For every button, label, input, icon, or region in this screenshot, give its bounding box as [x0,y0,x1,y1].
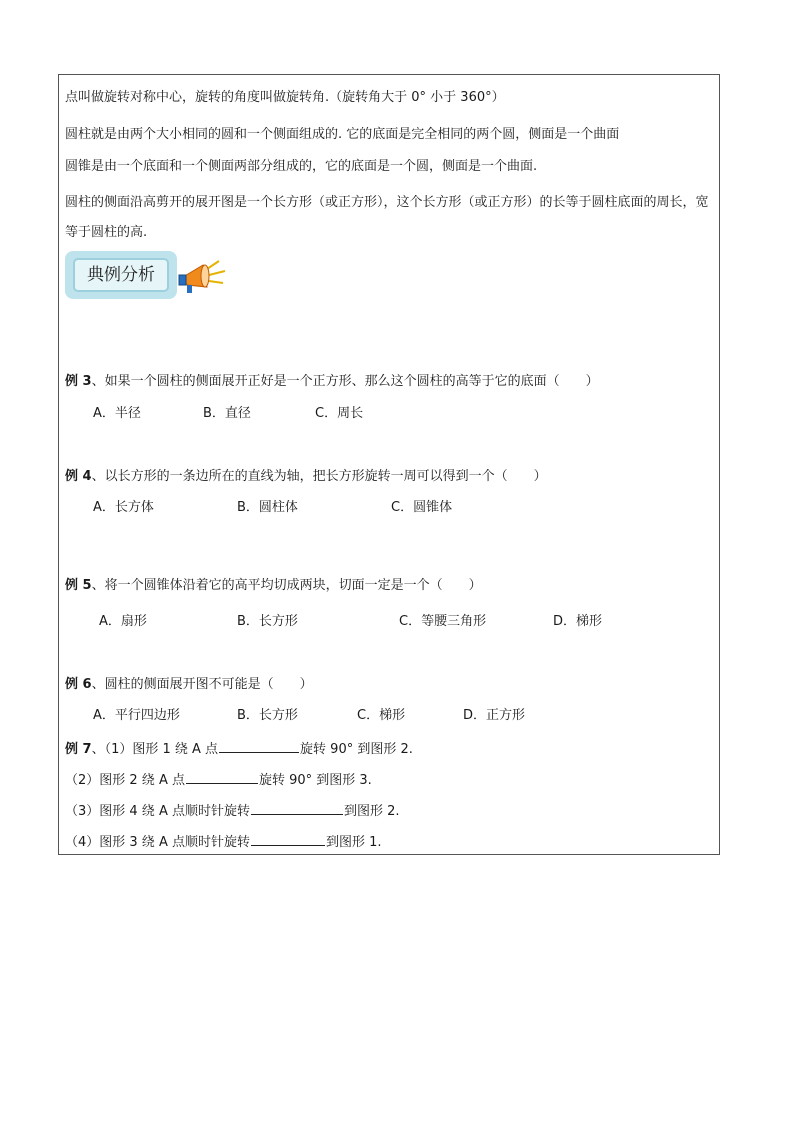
answer-blank-4[interactable] [251,832,325,846]
example-4-option-b: B．圆柱体 [237,500,298,515]
example-3-text: 、如果一个圆柱的侧面展开正好是一个正方形、那么这个圆柱的高等于它的底面（ ） [91,374,599,389]
intro-line-4: 圆柱的侧面沿高剪开的展开图是一个长方形（或正方形），这个长方形（或正方形）的长等于圆柱底面的周长，宽等于圆柱的高. [65,195,709,240]
example-5-question [65,577,482,595]
section-title: 典例分析 [73,258,169,292]
example-7-part-1 [65,739,413,759]
example-7-part-3-text: （3）图形 4 绕 A 点顺时针旋转 [65,804,250,819]
example-7-part-4-tail: 到图形 1. [325,835,382,850]
intro-line-1: 点叫做旋转对称中心，旋转的角度叫做旋转角.（旋转角大于 0° 小于 360°） [65,90,505,105]
answer-blank-2[interactable] [186,770,258,784]
example-3-option-a: A．半径 [93,406,141,421]
example-3-question [65,373,599,391]
example-7-part-3-tail: 到图形 2. [343,804,400,819]
example-6-text: 、圆柱的侧面展开图不可能是（ ） [91,677,313,692]
example-3-option-c: C．周长 [315,406,364,421]
example-4-number: 例 4 [65,469,92,484]
example-6-option-c: C．梯形 [357,708,406,723]
example-4-option-a: A．长方体 [93,500,154,515]
example-7-part-1-tail: 旋转 90° 到图形 2. [300,742,413,757]
example-7-part-1-text: 、（1）图形 1 绕 A 点 [91,742,219,757]
content-box [58,74,720,855]
example-5-text: 、将一个圆锥体沿着它的高平均切成两块，切面一定是一个（ ） [91,578,482,593]
example-6-number: 例 6 [65,677,92,692]
section-banner [65,251,177,299]
example-3-option-b: B．直径 [203,406,251,421]
example-7-number: 例 7 [65,742,92,757]
example-4-question [65,468,547,486]
example-5-number: 例 5 [65,578,92,593]
intro-line-2: 圆柱就是由两个大小相同的圆和一个侧面组成的. 它的底面是完全相同的两个圆，侧面是一个曲面 [65,127,620,142]
example-7-part-2-tail: 旋转 90° 到图形 3. [258,773,372,788]
example-7-part-4-text: （4）图形 3 绕 A 点顺时针旋转 [65,835,250,850]
example-7-part-3 [65,801,400,821]
intro-line-3: 圆锥是由一个底面和一个侧面两部分组成的，它的底面是一个圆，侧面是一个曲面. [65,159,538,174]
example-5-option-a: A．扇形 [99,614,147,629]
example-7-part-2 [65,770,372,790]
answer-blank-1[interactable] [219,739,299,753]
example-5-option-b: B．长方形 [237,614,298,629]
example-4-text: 、以长方形的一条边所在的直线为轴，把长方形旋转一周可以得到一个（ ） [91,469,547,484]
example-4-option-c: C．圆锥体 [391,500,453,515]
example-5-option-c: C．等腰三角形 [399,614,487,629]
example-7-part-2-text: （2）图形 2 绕 A 点 [65,773,185,788]
example-5-option-d: D．梯形 [553,614,603,629]
example-3-number: 例 3 [65,374,92,389]
example-6-question [65,676,313,694]
example-6-option-b: B．长方形 [237,708,298,723]
example-6-option-d: D．正方形 [463,708,526,723]
megaphone-icon [177,259,227,299]
example-7-part-4 [65,832,382,852]
example-6-option-a: A．平行四边形 [93,708,180,723]
answer-blank-3[interactable] [251,801,343,815]
